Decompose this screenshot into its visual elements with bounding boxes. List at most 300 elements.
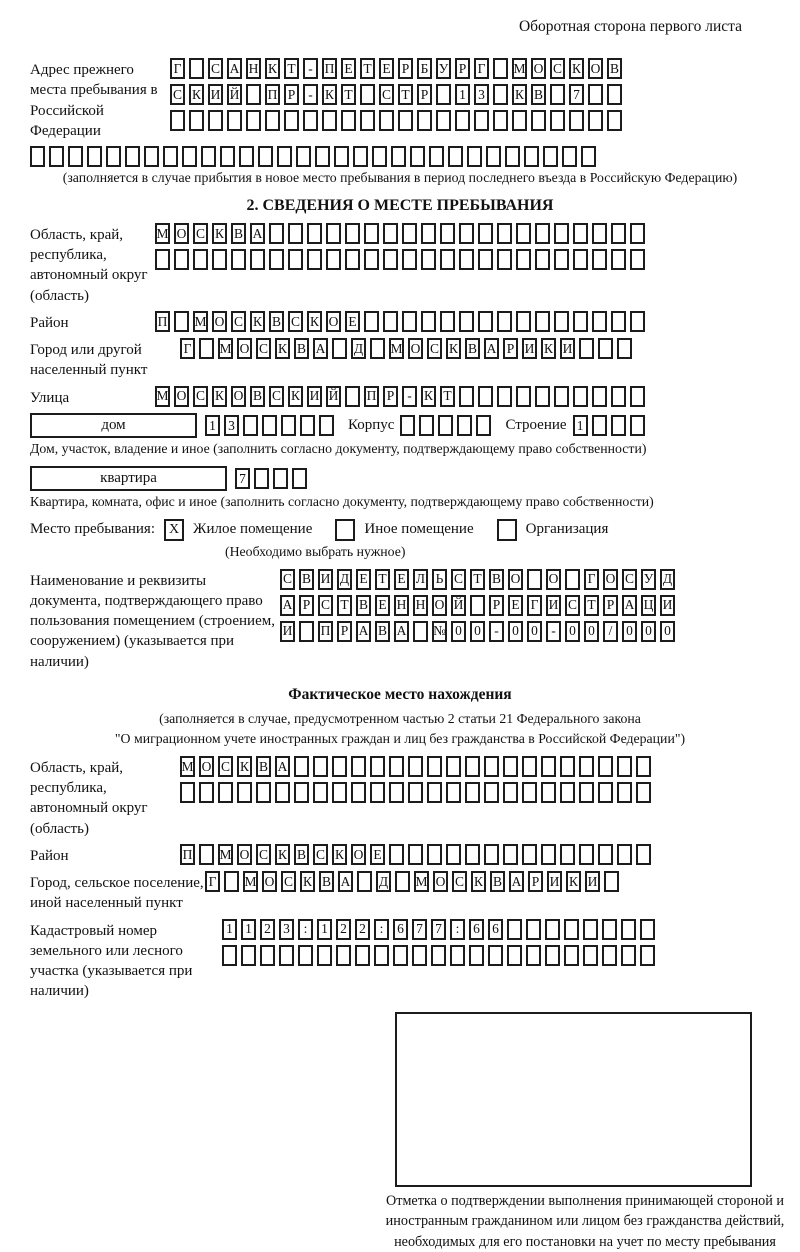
char-box[interactable]: К	[307, 311, 322, 332]
char-box[interactable]: А	[275, 756, 290, 777]
char-box[interactable]: О	[174, 223, 189, 244]
char-box[interactable]: В	[256, 756, 271, 777]
char-box[interactable]	[541, 844, 556, 865]
char-box[interactable]: С	[269, 386, 284, 407]
char-box[interactable]: Й	[451, 595, 466, 616]
char-box[interactable]: 1	[205, 415, 220, 436]
char-box[interactable]: К	[250, 311, 265, 332]
char-box[interactable]: 6	[488, 919, 503, 940]
char-box[interactable]	[189, 58, 204, 79]
char-box[interactable]: С	[427, 338, 442, 359]
char-box[interactable]	[364, 249, 379, 270]
char-box[interactable]	[353, 146, 368, 167]
char-box[interactable]: О	[237, 844, 252, 865]
char-box[interactable]: Й	[227, 84, 242, 105]
char-box[interactable]	[163, 146, 178, 167]
char-box[interactable]: -	[402, 386, 417, 407]
char-box[interactable]: :	[298, 919, 313, 940]
char-box[interactable]: 7	[412, 919, 427, 940]
char-box[interactable]: К	[569, 58, 584, 79]
char-box[interactable]: К	[212, 223, 227, 244]
char-box[interactable]	[212, 249, 227, 270]
char-box[interactable]: О	[531, 58, 546, 79]
char-box[interactable]	[602, 919, 617, 940]
char-box[interactable]	[484, 756, 499, 777]
char-box[interactable]	[526, 919, 541, 940]
char-box[interactable]: Р	[299, 595, 314, 616]
char-box[interactable]: О	[199, 756, 214, 777]
char-box[interactable]	[459, 249, 474, 270]
char-box[interactable]	[332, 338, 347, 359]
char-box[interactable]	[550, 84, 565, 105]
char-box[interactable]	[617, 844, 632, 865]
char-box[interactable]	[493, 110, 508, 131]
char-box[interactable]	[269, 249, 284, 270]
char-box[interactable]	[410, 146, 425, 167]
char-box[interactable]: А	[509, 871, 524, 892]
char-box[interactable]	[429, 146, 444, 167]
char-box[interactable]: Р	[603, 595, 618, 616]
char-box[interactable]: А	[356, 621, 371, 642]
char-box[interactable]: М	[389, 338, 404, 359]
char-box[interactable]: А	[280, 595, 295, 616]
char-box[interactable]	[326, 223, 341, 244]
char-box[interactable]	[402, 249, 417, 270]
char-box[interactable]: С	[193, 386, 208, 407]
char-box[interactable]	[469, 945, 484, 966]
char-box[interactable]	[497, 386, 512, 407]
char-box[interactable]	[364, 311, 379, 332]
char-box[interactable]: С	[170, 84, 185, 105]
char-box[interactable]: Е	[341, 58, 356, 79]
char-box[interactable]	[522, 782, 537, 803]
char-box[interactable]	[636, 782, 651, 803]
char-box[interactable]: В	[269, 311, 284, 332]
char-box[interactable]: В	[294, 338, 309, 359]
char-box[interactable]	[254, 468, 269, 489]
char-box[interactable]	[607, 110, 622, 131]
char-box[interactable]: М	[512, 58, 527, 79]
char-box[interactable]: В	[375, 621, 390, 642]
char-box[interactable]: В	[607, 58, 622, 79]
char-box[interactable]: М	[243, 871, 258, 892]
checkbox-residential[interactable]: X	[164, 519, 184, 541]
char-box[interactable]: О	[351, 844, 366, 865]
char-box[interactable]	[562, 146, 577, 167]
char-box[interactable]: Т	[375, 569, 390, 590]
char-box[interactable]: С	[622, 569, 637, 590]
char-box[interactable]	[402, 311, 417, 332]
char-box[interactable]: Р	[284, 84, 299, 105]
char-box[interactable]	[360, 110, 375, 131]
char-box[interactable]	[275, 782, 290, 803]
char-box[interactable]	[446, 844, 461, 865]
char-box[interactable]	[294, 756, 309, 777]
char-box[interactable]	[465, 844, 480, 865]
char-box[interactable]: С	[451, 569, 466, 590]
char-box[interactable]	[493, 84, 508, 105]
char-box[interactable]	[68, 146, 83, 167]
char-box[interactable]	[250, 249, 265, 270]
char-box[interactable]: К	[566, 871, 581, 892]
char-box[interactable]	[300, 415, 315, 436]
char-box[interactable]	[193, 249, 208, 270]
char-box[interactable]: М	[180, 756, 195, 777]
checkbox-organization[interactable]	[497, 519, 517, 541]
char-box[interactable]: И	[585, 871, 600, 892]
char-box[interactable]	[478, 249, 493, 270]
char-box[interactable]: У	[436, 58, 451, 79]
char-box[interactable]	[374, 945, 389, 966]
char-box[interactable]: Р	[337, 621, 352, 642]
char-box[interactable]: С	[231, 311, 246, 332]
char-box[interactable]: 2	[260, 919, 275, 940]
char-box[interactable]	[237, 782, 252, 803]
char-box[interactable]	[484, 844, 499, 865]
char-box[interactable]	[307, 223, 322, 244]
char-box[interactable]	[592, 223, 607, 244]
char-box[interactable]: С	[550, 58, 565, 79]
char-box[interactable]	[106, 146, 121, 167]
char-box[interactable]	[602, 945, 617, 966]
char-box[interactable]	[383, 223, 398, 244]
char-box[interactable]: У	[641, 569, 656, 590]
char-box[interactable]	[313, 782, 328, 803]
char-box[interactable]	[284, 110, 299, 131]
char-box[interactable]	[541, 756, 556, 777]
char-box[interactable]: Е	[508, 595, 523, 616]
char-box[interactable]: К	[189, 84, 204, 105]
char-box[interactable]	[277, 146, 292, 167]
char-box[interactable]: К	[541, 338, 556, 359]
char-box[interactable]: К	[237, 756, 252, 777]
char-box[interactable]: К	[275, 844, 290, 865]
char-box[interactable]	[417, 110, 432, 131]
char-box[interactable]	[421, 223, 436, 244]
char-box[interactable]	[543, 146, 558, 167]
char-box[interactable]	[598, 782, 613, 803]
char-box[interactable]: П	[155, 311, 170, 332]
char-box[interactable]: О	[508, 569, 523, 590]
char-box[interactable]	[125, 146, 140, 167]
char-box[interactable]: П	[364, 386, 379, 407]
char-box[interactable]	[617, 756, 632, 777]
char-box[interactable]	[395, 871, 410, 892]
char-box[interactable]: -	[303, 58, 318, 79]
char-box[interactable]	[554, 386, 569, 407]
char-box[interactable]: Т	[284, 58, 299, 79]
char-box[interactable]	[256, 782, 271, 803]
char-box[interactable]: 0	[470, 621, 485, 642]
char-box[interactable]: Н	[246, 58, 261, 79]
char-box[interactable]	[621, 919, 636, 940]
char-box[interactable]	[155, 249, 170, 270]
char-box[interactable]: Р	[455, 58, 470, 79]
char-box[interactable]	[298, 945, 313, 966]
char-box[interactable]	[488, 945, 503, 966]
char-box[interactable]: 1	[455, 84, 470, 105]
char-box[interactable]	[507, 945, 522, 966]
char-box[interactable]: С	[318, 595, 333, 616]
char-box[interactable]: Е	[375, 595, 390, 616]
char-box[interactable]: Т	[337, 595, 352, 616]
char-box[interactable]: Р	[489, 595, 504, 616]
char-box[interactable]: Т	[584, 595, 599, 616]
char-box[interactable]	[427, 782, 442, 803]
char-box[interactable]	[408, 782, 423, 803]
char-box[interactable]	[262, 415, 277, 436]
char-box[interactable]	[611, 223, 626, 244]
char-box[interactable]: 0	[660, 621, 675, 642]
char-box[interactable]	[419, 415, 434, 436]
char-box[interactable]: Ь	[432, 569, 447, 590]
char-box[interactable]: В	[490, 871, 505, 892]
char-box[interactable]	[357, 871, 372, 892]
char-box[interactable]: К	[446, 338, 461, 359]
char-box[interactable]: К	[332, 844, 347, 865]
char-box[interactable]	[564, 945, 579, 966]
char-box[interactable]: Е	[345, 311, 360, 332]
char-box[interactable]	[180, 782, 195, 803]
char-box[interactable]	[474, 110, 489, 131]
char-box[interactable]: С	[288, 311, 303, 332]
char-box[interactable]: 7	[431, 919, 446, 940]
char-box[interactable]	[516, 386, 531, 407]
char-box[interactable]: А	[484, 338, 499, 359]
char-box[interactable]	[630, 386, 645, 407]
char-box[interactable]	[573, 249, 588, 270]
char-box[interactable]	[260, 945, 275, 966]
char-box[interactable]	[465, 756, 480, 777]
char-box[interactable]: О	[546, 569, 561, 590]
char-box[interactable]: И	[318, 569, 333, 590]
char-box[interactable]: 0	[451, 621, 466, 642]
char-box[interactable]: :	[450, 919, 465, 940]
char-box[interactable]	[588, 110, 603, 131]
char-box[interactable]	[560, 844, 575, 865]
char-box[interactable]	[421, 249, 436, 270]
char-box[interactable]	[565, 569, 580, 590]
char-box[interactable]	[222, 945, 237, 966]
char-box[interactable]	[535, 386, 550, 407]
char-box[interactable]: И	[280, 621, 295, 642]
char-box[interactable]	[592, 311, 607, 332]
char-box[interactable]	[579, 844, 594, 865]
char-box[interactable]	[379, 110, 394, 131]
char-box[interactable]	[630, 249, 645, 270]
char-box[interactable]	[503, 756, 518, 777]
char-box[interactable]	[189, 110, 204, 131]
char-box[interactable]	[273, 468, 288, 489]
char-box[interactable]	[391, 146, 406, 167]
char-box[interactable]	[279, 945, 294, 966]
char-box[interactable]: Т	[360, 58, 375, 79]
char-box[interactable]	[465, 782, 480, 803]
char-box[interactable]	[554, 249, 569, 270]
char-box[interactable]	[389, 782, 404, 803]
char-box[interactable]	[319, 415, 334, 436]
char-box[interactable]: О	[231, 386, 246, 407]
char-box[interactable]: В	[231, 223, 246, 244]
char-box[interactable]	[440, 223, 455, 244]
char-box[interactable]: О	[603, 569, 618, 590]
char-box[interactable]	[315, 146, 330, 167]
char-box[interactable]	[554, 311, 569, 332]
char-box[interactable]: В	[294, 844, 309, 865]
char-box[interactable]	[459, 311, 474, 332]
char-box[interactable]	[220, 146, 235, 167]
char-box[interactable]: Г	[180, 338, 195, 359]
char-box[interactable]: С	[256, 844, 271, 865]
char-box[interactable]: Е	[356, 569, 371, 590]
char-box[interactable]	[522, 844, 537, 865]
char-box[interactable]	[598, 756, 613, 777]
char-box[interactable]	[393, 945, 408, 966]
char-box[interactable]	[564, 919, 579, 940]
char-box[interactable]	[408, 844, 423, 865]
char-box[interactable]	[598, 338, 613, 359]
char-box[interactable]: 1	[573, 415, 588, 436]
char-box[interactable]	[640, 945, 655, 966]
char-box[interactable]	[516, 249, 531, 270]
char-box[interactable]	[246, 84, 261, 105]
char-box[interactable]	[303, 110, 318, 131]
char-box[interactable]	[332, 756, 347, 777]
char-box[interactable]	[527, 569, 542, 590]
char-box[interactable]: №	[432, 621, 447, 642]
char-box[interactable]	[630, 415, 645, 436]
char-box[interactable]	[459, 386, 474, 407]
char-box[interactable]: В	[465, 338, 480, 359]
char-box[interactable]	[486, 146, 501, 167]
char-box[interactable]: К	[421, 386, 436, 407]
char-box[interactable]	[408, 756, 423, 777]
char-box[interactable]: П	[265, 84, 280, 105]
char-box[interactable]	[364, 223, 379, 244]
char-box[interactable]	[288, 223, 303, 244]
char-box[interactable]: 1	[222, 919, 237, 940]
char-box[interactable]	[598, 844, 613, 865]
char-box[interactable]: И	[546, 595, 561, 616]
char-box[interactable]	[218, 782, 233, 803]
char-box[interactable]: М	[155, 386, 170, 407]
char-box[interactable]: А	[313, 338, 328, 359]
char-box[interactable]: С	[256, 338, 271, 359]
char-box[interactable]	[170, 110, 185, 131]
char-box[interactable]: С	[313, 844, 328, 865]
char-box[interactable]	[560, 782, 575, 803]
char-box[interactable]	[560, 756, 575, 777]
char-box[interactable]: 6	[469, 919, 484, 940]
char-box[interactable]: И	[208, 84, 223, 105]
char-box[interactable]: М	[218, 338, 233, 359]
char-box[interactable]	[457, 415, 472, 436]
char-box[interactable]	[455, 110, 470, 131]
char-box[interactable]	[370, 338, 385, 359]
char-box[interactable]	[241, 945, 256, 966]
char-box[interactable]	[201, 146, 216, 167]
char-box[interactable]: В	[250, 386, 265, 407]
char-box[interactable]: Т	[398, 84, 413, 105]
char-box[interactable]: 2	[355, 919, 370, 940]
char-box[interactable]: 3	[279, 919, 294, 940]
char-box[interactable]	[345, 249, 360, 270]
char-box[interactable]: Д	[660, 569, 675, 590]
char-box[interactable]: О	[588, 58, 603, 79]
char-box[interactable]	[607, 84, 622, 105]
char-box[interactable]	[227, 110, 242, 131]
char-box[interactable]	[440, 311, 455, 332]
char-box[interactable]	[402, 223, 417, 244]
char-box[interactable]	[459, 223, 474, 244]
char-box[interactable]	[493, 58, 508, 79]
char-box[interactable]: -	[303, 84, 318, 105]
char-box[interactable]: Е	[379, 58, 394, 79]
char-box[interactable]: С	[281, 871, 296, 892]
char-box[interactable]	[581, 146, 596, 167]
char-box[interactable]	[592, 415, 607, 436]
char-box[interactable]: О	[262, 871, 277, 892]
char-box[interactable]	[478, 386, 493, 407]
char-box[interactable]	[524, 146, 539, 167]
char-box[interactable]	[372, 146, 387, 167]
char-box[interactable]	[611, 415, 626, 436]
char-box[interactable]: 3	[474, 84, 489, 105]
char-box[interactable]	[503, 844, 518, 865]
char-box[interactable]	[512, 110, 527, 131]
char-box[interactable]: С	[280, 569, 295, 590]
char-box[interactable]	[440, 249, 455, 270]
char-box[interactable]: А	[338, 871, 353, 892]
char-box[interactable]	[389, 844, 404, 865]
char-box[interactable]	[296, 146, 311, 167]
char-box[interactable]	[467, 146, 482, 167]
char-box[interactable]	[182, 146, 197, 167]
char-box[interactable]: А	[394, 621, 409, 642]
char-box[interactable]	[522, 756, 537, 777]
char-box[interactable]	[503, 782, 518, 803]
char-box[interactable]: О	[237, 338, 252, 359]
char-box[interactable]: С	[193, 223, 208, 244]
char-box[interactable]: К	[212, 386, 227, 407]
char-box[interactable]: Н	[413, 595, 428, 616]
char-box[interactable]	[573, 223, 588, 244]
char-box[interactable]: 0	[527, 621, 542, 642]
char-box[interactable]: Г	[170, 58, 185, 79]
char-box[interactable]: В	[319, 871, 334, 892]
char-box[interactable]	[507, 919, 522, 940]
char-box[interactable]: П	[180, 844, 195, 865]
char-box[interactable]	[345, 386, 360, 407]
char-box[interactable]	[448, 146, 463, 167]
char-box[interactable]: Т	[440, 386, 455, 407]
char-box[interactable]	[550, 110, 565, 131]
char-box[interactable]	[604, 871, 619, 892]
char-box[interactable]: 0	[565, 621, 580, 642]
char-box[interactable]	[497, 249, 512, 270]
char-box[interactable]	[535, 311, 550, 332]
char-box[interactable]: В	[356, 595, 371, 616]
char-box[interactable]	[351, 756, 366, 777]
char-box[interactable]: И	[560, 338, 575, 359]
char-box[interactable]: О	[212, 311, 227, 332]
char-box[interactable]: К	[275, 338, 290, 359]
char-box[interactable]	[583, 919, 598, 940]
char-box[interactable]: М	[414, 871, 429, 892]
char-box[interactable]: К	[300, 871, 315, 892]
char-box[interactable]: Г	[584, 569, 599, 590]
char-box[interactable]	[636, 844, 651, 865]
